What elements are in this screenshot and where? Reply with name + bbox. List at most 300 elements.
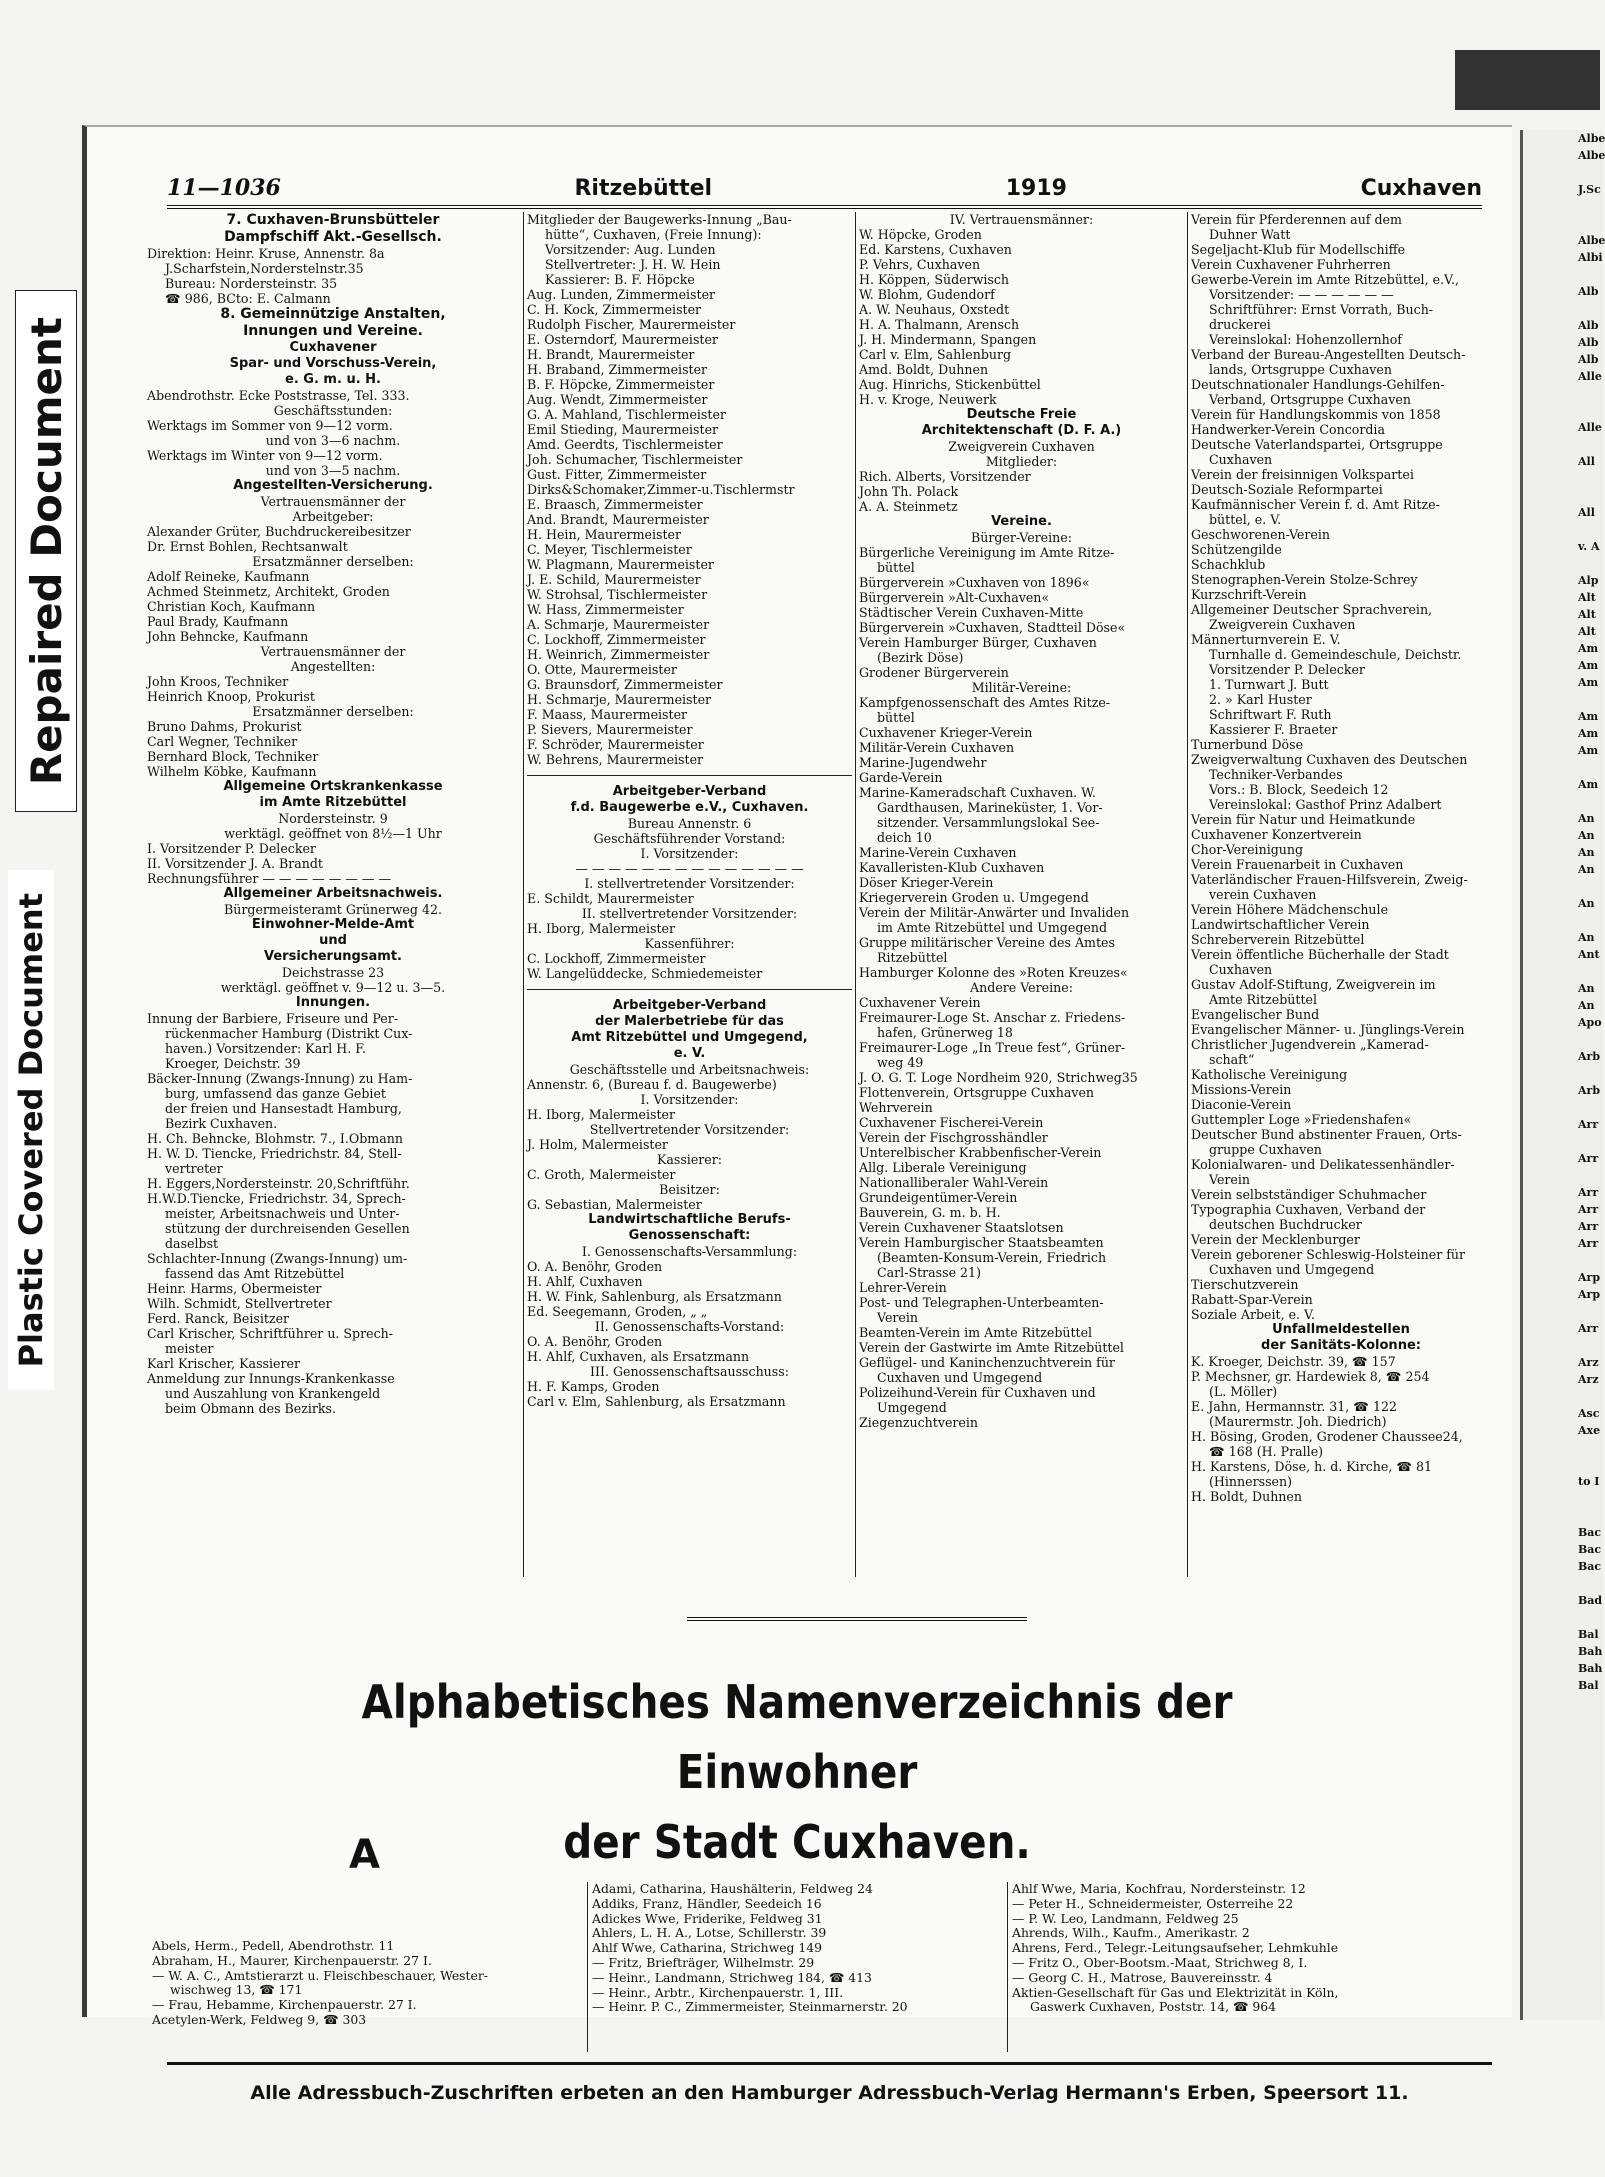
page-header xyxy=(167,165,1482,209)
text-line: J. H. Mindermann, Spangen xyxy=(859,332,1037,347)
adjacent-page-fragment: Albe xyxy=(1578,149,1605,162)
text-line: ☎ 986, BCto: E. Calmann xyxy=(165,291,331,306)
text-line: — Frau, Hebamme, Kirchenpauerstr. 27 I. xyxy=(152,1997,417,2013)
adjacent-page-fragment xyxy=(1523,385,1603,402)
adjacent-page-fragment: Albe xyxy=(1578,234,1605,247)
text-line: Geschäftsstelle und Arbeitsnachweis: xyxy=(569,1062,810,1077)
text-line: Polizeihund-Verein für Cuxhaven und xyxy=(859,1385,1096,1400)
adjacent-page-fragment xyxy=(1523,521,1603,538)
column-2 xyxy=(527,212,852,1582)
text-line: Kassenführer: xyxy=(644,936,735,951)
adjacent-page-fragment xyxy=(1523,793,1603,810)
text-line: Vertrauensmänner der xyxy=(260,494,406,509)
text-line: Bureau Annenstr. 6 xyxy=(627,816,752,831)
text-line: Wilh. Schmidt, Stellvertreter xyxy=(147,1296,332,1311)
text-line: W. Höpcke, Groden xyxy=(859,227,982,242)
title-line-1: Alphabetisches Namenverzeichnis der Einwohner xyxy=(361,1675,1233,1799)
text-line: werktägl. geöffnet von 8½—1 Uhr xyxy=(224,826,442,841)
text-line: Bürgerliche Vereinigung im Amte Ritze- xyxy=(859,545,1115,560)
text-line: Architektenschaft (D. F. A.) xyxy=(921,423,1122,438)
adjacent-page-fragment: Asc xyxy=(1578,1407,1600,1420)
adjacent-page-fragment xyxy=(1523,1167,1603,1184)
text-line: Heinrich Knoop, Prokurist xyxy=(147,689,315,704)
text-line: Schützengilde xyxy=(1191,542,1282,557)
adjacent-page-fragment: Bal xyxy=(1578,1628,1599,1641)
text-line: Deutsch-Soziale Reformpartei xyxy=(1191,482,1383,497)
text-line: Deutscher Bund abstinenter Frauen, Orts- xyxy=(1191,1127,1462,1142)
adjacent-page-fragment xyxy=(1523,1133,1603,1150)
adjacent-page-fragment: Albe xyxy=(1578,132,1605,145)
text-line: Verein selbstständiger Schuhmacher xyxy=(1191,1187,1427,1202)
text-line: H. Iborg, Malermeister xyxy=(527,921,676,936)
text-line: Vaterländischer Frauen-Hilfsverein, Zweig- xyxy=(1191,872,1468,887)
text-line: I. Vorsitzender: xyxy=(640,1092,739,1107)
text-line: Ahrends, Wilh., Kaufm., Amerikastr. 2 xyxy=(1012,1925,1250,1941)
text-line: H.W.D.Tiencke, Friedrichstr. 34, Sprech- xyxy=(147,1191,406,1206)
text-line: Vors.: B. Block, Seedeich 12 xyxy=(1209,782,1389,797)
adjacent-page-fragment: Alb xyxy=(1578,319,1599,332)
text-line: Freimaurer-Loge „In Treue fest“, Grüner- xyxy=(859,1040,1126,1055)
text-line: Allgemeiner Deutscher Sprachverein, xyxy=(1191,602,1433,617)
text-line: Aug. Lunden, Zimmermeister xyxy=(527,287,716,302)
repaired-document-label: Repaired Document xyxy=(21,316,71,786)
text-line: werktägl. geöffnet v. 9—12 u. 3—5. xyxy=(220,980,446,995)
section-rule xyxy=(687,1617,1027,1621)
text-line: Vertrauensmänner der xyxy=(260,644,406,659)
adjacent-page-fragment: All xyxy=(1578,455,1595,468)
text-line: John Kroos, Techniker xyxy=(147,674,289,689)
text-line: Bernhard Block, Techniker xyxy=(147,749,319,764)
header-right: Cuxhaven xyxy=(1360,176,1482,201)
text-line: J.Scharfstein,Norderstelnstr.35 xyxy=(165,261,364,276)
text-line: Unfallmeldestellen xyxy=(1272,1322,1410,1337)
text-line: Carl v. Elm, Sahlenburg xyxy=(859,347,1012,362)
adjacent-page-fragment xyxy=(1523,1439,1603,1456)
text-line: H. Ch. Behncke, Blohmstr. 7., I.Obmann xyxy=(147,1131,403,1146)
text-line: C. H. Kock, Zimmermeister xyxy=(527,302,702,317)
text-line: Flottenverein, Ortsgruppe Cuxhaven xyxy=(859,1085,1095,1100)
adjacent-page-fragment xyxy=(1523,1065,1603,1082)
text-line: meister xyxy=(165,1341,214,1356)
text-line: I. stellvertretender Vorsitzender: xyxy=(584,876,795,891)
adjacent-page-fragment: An xyxy=(1578,931,1595,944)
adjacent-page-fragment: Bac xyxy=(1578,1526,1602,1539)
adjacent-page-fragment: Arz xyxy=(1578,1373,1599,1386)
text-line: Innung der Barbiere, Friseure und Per- xyxy=(147,1011,399,1026)
text-line: burg, umfassend das ganze Gebiet xyxy=(165,1086,386,1101)
text-line: Adickes Wwe, Friderike, Feldweg 31 xyxy=(592,1910,823,1926)
text-line: der freien und Hansestadt Hamburg, xyxy=(165,1101,402,1116)
adjacent-page-fragment: Axe xyxy=(1578,1424,1601,1437)
text-line: Bürgerverein »Cuxhaven, Stadtteil Döse« xyxy=(859,620,1126,635)
text-line: Ersatzmänner derselben: xyxy=(252,704,414,719)
text-line: Verein der Gastwirte im Amte Ritzebüttel xyxy=(859,1340,1124,1355)
text-line: Cuxhaven und Umgegend xyxy=(877,1370,1043,1385)
text-line: büttel, e. V. xyxy=(1209,512,1282,527)
text-line: daselbst xyxy=(165,1236,219,1251)
adjacent-page-fragment xyxy=(1523,691,1603,708)
text-line: deich 10 xyxy=(877,830,932,845)
document-page xyxy=(82,125,1512,2104)
text-line: Cuxhaven xyxy=(1209,452,1273,467)
text-line: C. Lockhoff, Zimmermeister xyxy=(527,951,706,966)
text-line: Verein xyxy=(1209,1172,1251,1187)
text-line: Marine-Kameradschaft Cuxhaven. W. xyxy=(859,785,1096,800)
text-line: P. Mechsner, gr. Hardewiek 8, ☎ 254 xyxy=(1191,1369,1430,1384)
text-line: H. Eggers,Nordersteinstr. 20,Schriftführ. xyxy=(147,1176,410,1191)
text-line: Freimaurer-Loge St. Anschar z. Friedens- xyxy=(859,1010,1126,1025)
text-line: Cuxhavener Konzertverein xyxy=(1191,827,1362,842)
adjacent-page-fragment: Arr xyxy=(1578,1322,1599,1335)
text-line: Verein für Pferderennen auf dem xyxy=(1191,212,1402,227)
adjacent-page-fragment xyxy=(1523,1388,1603,1405)
adjacent-page-fragment: Bac xyxy=(1578,1543,1602,1556)
text-line: Cuxhavener Verein xyxy=(859,995,981,1010)
text-line: Abendrothstr. Ecke Poststrasse, Tel. 333. xyxy=(147,388,410,403)
text-line: Verband, Ortsgruppe Cuxhaven xyxy=(1209,392,1411,407)
adjacent-page-fragment: Albi xyxy=(1578,251,1603,264)
text-line: rückenmacher Hamburg (Distrikt Cux- xyxy=(165,1026,413,1041)
text-line: Rich. Alberts, Vorsitzender xyxy=(859,469,1031,484)
adjacent-page-fragment: Alt xyxy=(1578,625,1596,638)
column-1 xyxy=(147,212,519,1582)
text-line: Ferd. Ranck, Beisitzer xyxy=(147,1311,290,1326)
text-line: Turnerbund Döse xyxy=(1191,737,1304,752)
text-line: Cuxhavener xyxy=(289,340,377,355)
text-line: II. Genossenschafts-Vorstand: xyxy=(594,1319,785,1334)
text-line: Carl Krischer, Schriftführer u. Sprech- xyxy=(147,1326,394,1341)
text-line: Andere Vereine: xyxy=(970,980,1073,995)
text-line: H. Köppen, Süderwisch xyxy=(859,272,1010,287)
text-line: Marine-Verein Cuxhaven xyxy=(859,845,1017,860)
text-line: Carl Wegner, Techniker xyxy=(147,734,298,749)
text-line: H. Hein, Maurermeister xyxy=(527,527,681,542)
text-line: — Heinr. P. C., Zimmermeister, Steinmarnerstr. 20 xyxy=(592,1999,908,2015)
text-line: Ritzebüttel xyxy=(877,950,948,965)
adjacent-page-fragment xyxy=(1523,215,1603,232)
text-line: Geflügel- und Kaninchenzuchtverein für xyxy=(859,1355,1115,1370)
text-line: stützung der durchreisenden Gesellen xyxy=(165,1221,410,1236)
text-line: H. W. D. Tiencke, Friedrichstr. 84, Stell- xyxy=(147,1146,402,1161)
text-line: Dr. Ernst Bohlen, Rechtsanwalt xyxy=(147,539,348,554)
text-line: Kaufmännischer Verein f. d. Amt Ritze- xyxy=(1191,497,1440,512)
text-line: Kassierer F. Braeter xyxy=(1209,722,1338,737)
text-line: Ed. Seegemann, Groden, „ „ xyxy=(527,1304,708,1319)
text-line: P. Vehrs, Cuxhaven xyxy=(859,257,981,272)
adjacent-page-fragment: Bal xyxy=(1578,1679,1599,1692)
text-line: Vereinslokal: Hohenzollernhof xyxy=(1209,332,1402,347)
adjacent-page-fragment: All xyxy=(1578,506,1595,519)
text-line: Aktien-Gesellschaft für Gas und Elektrizität in Köln, xyxy=(1012,1984,1339,2000)
text-line: 1. Turnwart J. Butt xyxy=(1209,677,1329,692)
text-line: Geschworenen-Verein xyxy=(1191,527,1330,542)
text-line: e. V. xyxy=(673,1046,706,1061)
binding-shadow xyxy=(1455,50,1600,110)
text-line: W. Blohm, Gudendorf xyxy=(859,287,995,302)
adjacent-page-fragment: Arr xyxy=(1578,1220,1599,1233)
text-line: Amd. Geerdts, Tischlermeister xyxy=(527,437,723,452)
text-line: Arbeitgeber-Verband xyxy=(612,998,767,1013)
text-line: Kampfgenossenschaft des Amtes Ritze- xyxy=(859,695,1111,710)
text-line: Cuxhaven und Umgegend xyxy=(1209,1262,1375,1277)
adjacent-page-fragment xyxy=(1523,1507,1603,1524)
text-line: Bezirk Cuxhaven. xyxy=(165,1116,278,1131)
adjacent-page-fragment: Alp xyxy=(1578,574,1599,587)
adjacent-page-fragment: v. A xyxy=(1578,540,1600,553)
text-line: H. Karstens, Döse, h. d. Kirche, ☎ 81 xyxy=(1191,1459,1433,1474)
text-line: A. W. Neuhaus, Oxstedt xyxy=(859,302,1010,317)
text-line: Diaconie-Verein xyxy=(1191,1097,1292,1112)
adjacent-page-fragment: Arr xyxy=(1578,1203,1599,1216)
text-line: Evangelischer Männer- u. Jünglings-Verein xyxy=(1191,1022,1465,1037)
text-line: Gewerbe-Verein im Amte Ritzebüttel, e.V., xyxy=(1191,272,1459,287)
text-line: im Amte Ritzebüttel xyxy=(259,795,407,810)
text-line: Dirks&Schomaker,Zimmer-u.Tischlermstr xyxy=(527,482,795,497)
adjacent-page-fragment: Am xyxy=(1578,676,1599,689)
adjacent-page-fragment: Alle xyxy=(1578,370,1602,383)
footer-rule xyxy=(167,2062,1492,2065)
adjacent-page-fragment: An xyxy=(1578,982,1595,995)
text-line: Stellvertretender Vorsitzender: xyxy=(589,1122,790,1137)
text-line: Verein Frauenarbeit in Cuxhaven xyxy=(1191,857,1404,872)
text-line: W. Langelüddecke, Schmiedemeister xyxy=(527,966,763,981)
text-line: Werktags im Sommer von 9—12 vorm. xyxy=(147,418,393,433)
text-line: H. W. Fink, Sahlenburg, als Ersatzmann xyxy=(527,1289,782,1304)
text-line: P. Sievers, Maurermeister xyxy=(527,722,693,737)
text-line: Amt Ritzebüttel und Umgegend, xyxy=(571,1030,808,1045)
text-line: Carl-Strasse 21) xyxy=(877,1265,981,1280)
text-line: Chor-Vereinigung xyxy=(1191,842,1304,857)
text-line: C. Lockhoff, Zimmermeister xyxy=(527,632,706,647)
names-column-1 xyxy=(152,1939,582,2028)
text-line: John Th. Polack xyxy=(859,484,959,499)
adjacent-page-fragment: Am xyxy=(1578,778,1599,791)
text-line: H. Boldt, Duhnen xyxy=(1191,1489,1302,1504)
text-line: Allgemeiner Arbeitsnachweis. xyxy=(223,886,443,901)
text-line: Cuxhavener Krieger-Verein xyxy=(859,725,1033,740)
text-line: schaft“ xyxy=(1209,1052,1255,1067)
text-line: wischweg 13, ☎ 171 xyxy=(170,1982,303,1998)
text-line: der Malerbetriebe für das xyxy=(595,1014,784,1029)
text-line: fassend das Amt Ritzebüttel xyxy=(165,1266,345,1281)
text-line: Abels, Herm., Pedell, Abendrothstr. 11 xyxy=(152,1938,395,1953)
text-line: H. Bösing, Groden, Grodener Chaussee24, xyxy=(1191,1429,1463,1444)
adjacent-page-fragment xyxy=(1523,1490,1603,1507)
text-line: gruppe Cuxhaven xyxy=(1209,1142,1322,1157)
text-line: Marine-Jugendwehr xyxy=(859,755,987,770)
text-line: Alexander Grüter, Buchdruckereibesitzer xyxy=(147,524,411,539)
text-line: E. Schildt, Maurermeister xyxy=(527,891,694,906)
text-line: Bäcker-Innung (Zwangs-Innung) zu Ham- xyxy=(147,1071,413,1086)
text-line: I. Vorsitzender: xyxy=(640,846,739,861)
text-line: im Amte Ritzebüttel und Umgegend xyxy=(877,920,1108,935)
divider-rule xyxy=(527,989,852,990)
text-line: O. A. Benöhr, Groden xyxy=(527,1259,663,1274)
adjacent-page-fragment xyxy=(1523,1031,1603,1048)
text-line: Katholische Vereinigung xyxy=(1191,1067,1348,1082)
text-line: — Peter H., Schneidermeister, Osterreihe 22 xyxy=(1012,1895,1294,1911)
text-line: O. Otte, Maurermeister xyxy=(527,662,677,677)
text-line: Aug. Wendt, Zimmermeister xyxy=(527,392,708,407)
text-line: H. F. Kamps, Groden xyxy=(527,1379,660,1394)
text-line: Angestellten: xyxy=(290,659,376,674)
text-line: — Georg C. H., Matrose, Bauvereinsstr. 4 xyxy=(1012,1969,1273,1985)
adjacent-page-fragment: Bac xyxy=(1578,1560,1602,1573)
text-line: John Behncke, Kaufmann xyxy=(147,629,309,644)
section-letter: A xyxy=(349,1832,380,1878)
column-divider xyxy=(523,212,524,1577)
adjacent-page-fragment xyxy=(1523,266,1603,283)
text-line: Umgegend xyxy=(877,1400,947,1415)
adjacent-page-fragment: Arr xyxy=(1578,1186,1599,1199)
adjacent-page-fragment xyxy=(1523,555,1603,572)
text-line: 7. Cuxhaven-Brunsbütteler xyxy=(226,212,440,228)
text-line: — Heinr., Arbtr., Kirchenpauerstr. 1, III. xyxy=(592,1984,844,2000)
text-line: II. stellvertretender Vorsitzender: xyxy=(581,906,798,921)
text-line: Lehrer-Verein xyxy=(859,1280,947,1295)
text-line: (Bezirk Döse) xyxy=(877,650,964,665)
names-divider xyxy=(1007,1882,1008,2052)
adjacent-page-fragment: An xyxy=(1578,897,1595,910)
text-line: Carl v. Elm, Sahlenburg, als Ersatzmann xyxy=(527,1394,786,1409)
text-line: Zweigverwaltung Cuxhaven des Deutschen xyxy=(1191,752,1468,767)
adjacent-page-fragment: Am xyxy=(1578,744,1599,757)
text-line: büttel xyxy=(877,560,915,575)
text-line: F. Maass, Maurermeister xyxy=(527,707,688,722)
text-line: And. Brandt, Maurermeister xyxy=(527,512,709,527)
text-line: Verein Hamburger Bürger, Cuxhaven xyxy=(859,635,1097,650)
text-line: Handwerker-Verein Concordia xyxy=(1191,422,1385,437)
text-line: H. A. Thalmann, Arensch xyxy=(859,317,1020,332)
text-line: C. Meyer, Tischlermeister xyxy=(527,542,692,557)
repaired-document-tab xyxy=(15,290,77,812)
adjacent-page-fragment: An xyxy=(1578,846,1595,859)
adjacent-page-fragment: to I xyxy=(1578,1475,1600,1488)
text-line: Stellvertreter: J. H. W. Hein xyxy=(545,257,721,272)
text-line: Rabatt-Spar-Verein xyxy=(1191,1292,1313,1307)
text-line: Landwirtschaftlicher Verein xyxy=(1191,917,1370,932)
text-line: Anmeldung zur Innungs-Krankenkasse xyxy=(147,1371,395,1386)
text-line: Verein xyxy=(877,1310,919,1325)
text-line: C. Groth, Malermeister xyxy=(527,1167,676,1182)
text-line: H. v. Kroge, Neuwerk xyxy=(859,392,997,407)
text-line: Ahlf Wwe, Maria, Kochfrau, Nordersteinstr. 12 xyxy=(1012,1881,1306,1896)
adjacent-page-fragment xyxy=(1523,759,1603,776)
text-line: Allgemeine Ortskrankenkasse xyxy=(223,779,443,794)
adjacent-page-fragment: Ant xyxy=(1578,948,1600,961)
adjacent-page-fragment xyxy=(1523,436,1603,453)
text-line: — — — — — — — — — — — — — — xyxy=(575,861,804,876)
text-line: Emil Stieding, Maurermeister xyxy=(527,422,719,437)
text-line: Spar- und Vorschuss-Verein, xyxy=(229,356,437,371)
adjacent-page-fragment xyxy=(1523,1303,1603,1320)
text-line: Verein Hamburgischer Staatsbeamten xyxy=(859,1235,1104,1250)
text-line: Geschäftsstunden: xyxy=(273,403,393,418)
text-line: Militär-Vereine: xyxy=(971,680,1072,695)
text-line: Verein der Fischgrosshändler xyxy=(859,1130,1048,1145)
text-line: sitzender. Versammlungslokal See- xyxy=(877,815,1100,830)
adjacent-page-fragment: Am xyxy=(1578,642,1599,655)
adjacent-page-fragment: Bah xyxy=(1578,1645,1603,1658)
adjacent-page-fragment xyxy=(1523,402,1603,419)
text-line: Abraham, H., Maurer, Kirchenpauerstr. 27 I. xyxy=(152,1952,432,1968)
header-year: 1919 xyxy=(1005,176,1067,201)
column-divider xyxy=(855,212,856,1577)
adjacent-page-fragment: Arr xyxy=(1578,1152,1599,1165)
text-line: Einwohner-Melde-Amt xyxy=(251,917,415,932)
text-line: Gustav Adolf-Stiftung, Zweigverein im xyxy=(1191,977,1436,992)
text-line: G. Braunsdorf, Zimmermeister xyxy=(527,677,723,692)
adjacent-page-fragment xyxy=(1523,487,1603,504)
text-line: K. Kroeger, Deichstr. 39, ☎ 157 xyxy=(1191,1354,1396,1369)
text-line: Deutsche Vaterlandspartei, Ortsgruppe xyxy=(1191,437,1443,452)
adjacent-page-fragment: Arp xyxy=(1578,1271,1601,1284)
text-line: (Beamten-Konsum-Verein, Friedrich xyxy=(877,1250,1107,1265)
text-line: Bureau: Nordersteinstr. 35 xyxy=(165,276,338,291)
text-line: Gruppe militärischer Vereine des Amtes xyxy=(859,935,1115,950)
text-line: hütte“, Cuxhaven, (Freie Innung): xyxy=(545,227,762,242)
text-line: B. F. Höpcke, Zimmermeister xyxy=(527,377,715,392)
text-line: weg 49 xyxy=(877,1055,924,1070)
text-line: Verein Cuxhavener Fuhrherren xyxy=(1191,257,1391,272)
text-line: Ahrens, Ferd., Telegr.-Leitungsaufseher, Lehmkuhle xyxy=(1012,1940,1339,1956)
text-line: H. Ahlf, Cuxhaven xyxy=(527,1274,643,1289)
title-line-2: der Stadt Cuxhaven. xyxy=(563,1815,1031,1869)
adjacent-page-fragment xyxy=(1523,963,1603,980)
text-line: Evangelischer Bund xyxy=(1191,1007,1320,1022)
text-line: deutschen Buchdrucker xyxy=(1209,1217,1362,1232)
text-line: meister, Arbeitsnachweis und Unter- xyxy=(165,1206,400,1221)
text-line: Kassierer: B. F. Höpcke xyxy=(545,272,695,287)
adjacent-page-fragment: An xyxy=(1578,812,1595,825)
text-line: Mitglieder: xyxy=(985,454,1058,469)
column-divider xyxy=(1187,212,1188,1577)
adjacent-page-fragment: J.Sc xyxy=(1578,183,1601,196)
text-line: A. Schmarje, Maurermeister xyxy=(527,617,710,632)
text-line: III. Genossenschaftsausschuss: xyxy=(590,1364,789,1379)
text-line: Tierschutzverein xyxy=(1191,1277,1299,1292)
text-line: Verein der Mecklenburger xyxy=(1191,1232,1360,1247)
text-line: Karl Krischer, Kassierer xyxy=(147,1356,300,1371)
text-line: Hamburger Kolonne des »Roten Kreuzes« xyxy=(859,965,1128,980)
text-line: Paul Brady, Kaufmann xyxy=(147,614,289,629)
text-line: Vereinslokal: Gasthof Prinz Adalbert xyxy=(1209,797,1442,812)
text-line: Verein Höhere Mädchenschule xyxy=(1191,902,1389,917)
adjacent-page-fragment: Alt xyxy=(1578,591,1596,604)
text-line: Joh. Schumacher, Tischlermeister xyxy=(527,452,743,467)
text-line: Ziegenzuchtverein xyxy=(859,1415,979,1430)
text-line: Christlicher Jugendverein „Kamerad- xyxy=(1191,1037,1429,1052)
text-line: Bruno Dahms, Prokurist xyxy=(147,719,302,734)
text-line: Rudolph Fischer, Maurermeister xyxy=(527,317,736,332)
text-line: Arbeitgeber: xyxy=(292,509,374,524)
text-line: Duhner Watt xyxy=(1209,227,1291,242)
column-4 xyxy=(1191,212,1491,1582)
text-line: Mitglieder der Baugewerks-Innung „Bau- xyxy=(527,212,792,227)
text-line: Vorsitzender: Aug. Lunden xyxy=(545,242,716,257)
text-line: Beamten-Verein im Amte Ritzebüttel xyxy=(859,1325,1093,1340)
adjacent-page-fragment xyxy=(1523,1099,1603,1116)
text-line: Bürger-Vereine: xyxy=(971,530,1072,545)
text-line: (Maurermstr. Joh. Diedrich) xyxy=(1209,1414,1387,1429)
adjacent-page-fragment xyxy=(1523,1456,1603,1473)
text-line: Dampfschiff Akt.-Gesellsch. xyxy=(224,229,442,245)
names-column-2 xyxy=(592,1882,1002,2015)
text-line: A. A. Steinmetz xyxy=(859,499,958,514)
text-line: II. Vorsitzender J. A. Brandt xyxy=(147,856,323,871)
text-line: Ahlf Wwe, Catharina, Strichweg 149 xyxy=(592,1940,823,1956)
column-3 xyxy=(859,212,1184,1582)
